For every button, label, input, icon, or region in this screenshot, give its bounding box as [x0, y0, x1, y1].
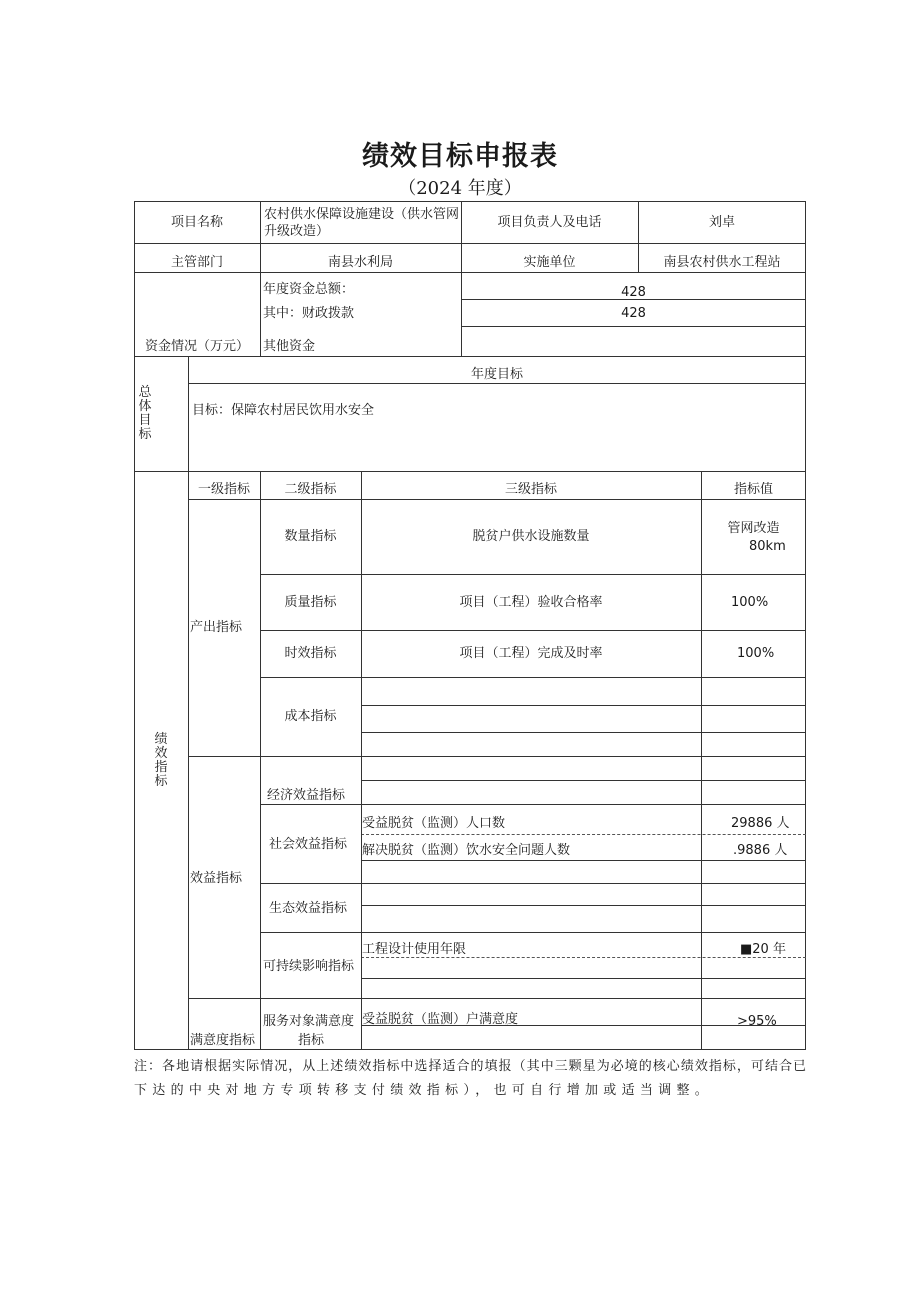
project-owner-label: 项目负责人及电话 [497, 215, 602, 230]
social-benefit-value-2: .9886 人 [733, 843, 788, 858]
quantity-indicator-value-line1: 管网改造 [727, 521, 780, 536]
quality-indicator-value: 100% [731, 595, 769, 610]
funds-other-label: 其他资金 [263, 339, 316, 354]
page-title: 绩效目标申报表 [362, 141, 558, 172]
row-line [134, 243, 806, 244]
impl-unit-value: 南县农村供水工程站 [663, 255, 781, 270]
row-line [188, 383, 806, 384]
quantity-indicator-label: 数量指标 [284, 529, 337, 544]
quality-indicator-item: 项目（工程）验收合格率 [459, 595, 603, 610]
funds-section-label: 资金情况（万元） [144, 339, 249, 354]
impl-unit-label: 实施单位 [523, 255, 576, 270]
social-benefit-item-2: 解决脱贫（监测）饮水安全问题人数 [362, 843, 571, 858]
satisfaction-indicator-label: 满意度指标 [190, 1033, 256, 1048]
row-line [260, 883, 806, 884]
sustainability-indicator-label: 可持续影响指标 [263, 959, 355, 974]
annual-goal-header: 年度目标 [470, 367, 523, 382]
service-satisfaction-label-line1: 服务对象满意度 [263, 1014, 355, 1029]
table-border-right [805, 201, 806, 1050]
page-subtitle-year: （2024 年度） [398, 178, 522, 199]
social-benefit-value-1: 29886 人 [731, 816, 790, 831]
row-line [461, 326, 806, 327]
row-line [361, 705, 806, 706]
col-level1-header: 一级指标 [197, 482, 250, 497]
service-satisfaction-item: 受益脱贫（监测）户满意度 [362, 1012, 519, 1027]
service-satisfaction-value: >95% [737, 1014, 777, 1029]
table-border-bottom [134, 1049, 806, 1050]
performance-section-label: 绩效指标 [154, 732, 168, 789]
funds-total-value: 428 [621, 285, 646, 300]
col-line [260, 201, 261, 356]
quantity-indicator-item: 脱贫户供水设施数量 [472, 529, 590, 544]
row-line [361, 860, 806, 861]
social-benefit-item-1: 受益脱贫（监测）人口数 [362, 816, 506, 831]
ecological-benefit-label: 生态效益指标 [269, 901, 348, 916]
annual-goal-text: 目标：保障农村居民饮用水安全 [192, 403, 375, 418]
row-line-dashed [361, 834, 806, 835]
row-line [188, 998, 806, 999]
dept-value: 南县水利局 [327, 255, 393, 270]
col-value-header: 指标值 [733, 482, 773, 497]
output-indicator-label: 产出指标 [190, 620, 243, 635]
col-line [188, 356, 189, 1049]
timeliness-indicator-item: 项目（工程）完成及时率 [459, 646, 603, 661]
benefit-indicator-label: 效益指标 [190, 871, 243, 886]
row-line [188, 756, 806, 757]
row-line [361, 905, 806, 906]
row-line [260, 677, 806, 678]
col-line [701, 471, 702, 1049]
table-border-top [134, 201, 806, 202]
quantity-indicator-value-line2: 80km [749, 539, 786, 554]
quality-indicator-label: 质量指标 [284, 595, 337, 610]
col-level2-header: 二级指标 [284, 482, 337, 497]
row-line [361, 780, 806, 781]
economic-benefit-label: 经济效益指标 [267, 788, 346, 803]
row-line [188, 499, 806, 500]
row-line [361, 978, 806, 979]
cost-indicator-label: 成本指标 [284, 709, 337, 724]
project-owner-value: 刘卓 [708, 215, 735, 230]
timeliness-indicator-label: 时效指标 [284, 646, 337, 661]
dept-label: 主管部门 [170, 255, 223, 270]
funds-total-label: 年度资金总额： [263, 282, 355, 297]
funds-fiscal-value: 428 [621, 306, 646, 321]
row-line [260, 804, 806, 805]
funds-fiscal-label: 其中：财政拨款 [263, 306, 355, 321]
social-benefit-label: 社会效益指标 [269, 837, 348, 852]
row-line [134, 356, 806, 357]
row-line [260, 574, 806, 575]
footnote-line2: 下达的中央对地方专项转移支付绩效指标），也可自行增加或适当调整。 [134, 1083, 714, 1098]
row-line [134, 471, 806, 472]
row-line [361, 732, 806, 733]
col-line [260, 471, 261, 1049]
timeliness-indicator-value: 100% [737, 646, 775, 661]
sustainability-indicator-item: 工程设计使用年限 [362, 942, 467, 957]
footnote-line1: 注：各地请根据实际情况，从上述绩效指标中选择适合的填报（其中三颗星为必境的核心绩效指标，可结合已 [134, 1059, 806, 1074]
row-line [134, 272, 806, 273]
project-name-value: 农村供水保障设施建设（供水管网升级改造） [264, 207, 460, 239]
overall-goal-section-label: 总体目标 [138, 385, 152, 442]
project-name-label: 项目名称 [170, 215, 223, 230]
row-line [260, 630, 806, 631]
table-border-left [134, 201, 135, 1050]
row-line [260, 932, 806, 933]
sustainability-indicator-value: ■20 年 [740, 942, 786, 957]
col-level3-header: 三级指标 [504, 482, 557, 497]
service-satisfaction-label-line2: 指标 [298, 1033, 325, 1048]
col-line [361, 471, 362, 1049]
